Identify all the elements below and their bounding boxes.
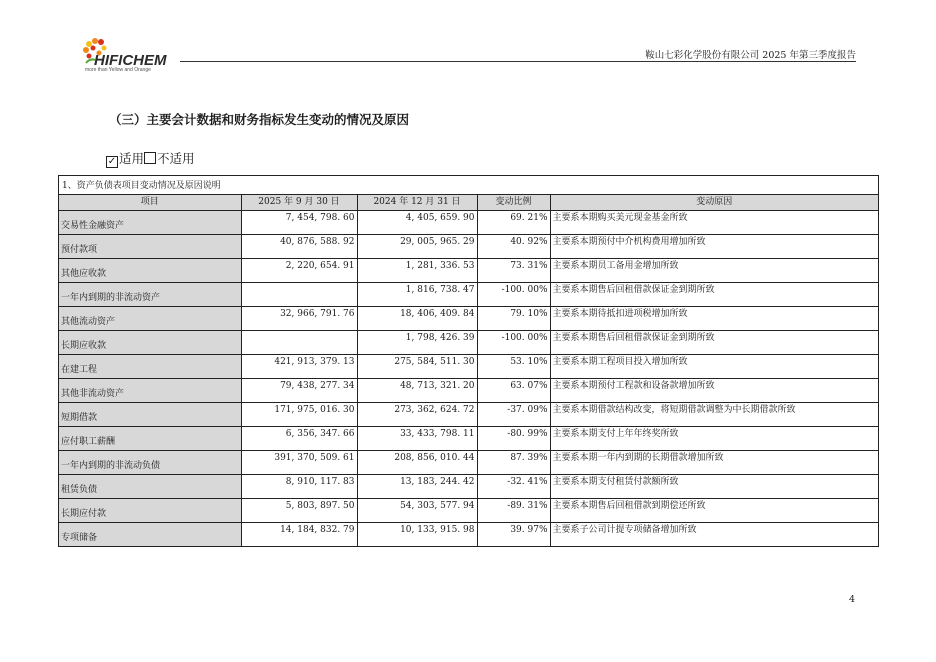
header-previous-date: 2024 年 12 月 31 日 — [357, 195, 477, 211]
row-previous-value: 275, 584, 511. 30 — [357, 355, 477, 379]
row-item: 其他非流动资产 — [59, 379, 241, 403]
header-rule — [180, 61, 856, 62]
header-change-ratio: 变动比例 — [477, 195, 550, 211]
row-change-reason: 主要系本期售后回租借款保证金到期所致 — [550, 283, 878, 307]
row-previous-value: 208, 856, 010. 44 — [357, 451, 477, 475]
row-change-ratio: 79. 10% — [477, 307, 550, 331]
row-previous-value: 1, 281, 336. 53 — [357, 259, 477, 283]
row-item: 应付职工薪酬 — [59, 427, 241, 451]
row-current-value: 14, 184, 832. 79 — [241, 523, 357, 547]
row-item: 短期借款 — [59, 403, 241, 427]
row-change-reason: 主要系本期购买美元现金基金所致 — [550, 211, 878, 235]
row-item: 预付款项 — [59, 235, 241, 259]
table-row — [59, 307, 878, 331]
row-previous-value: 33, 433, 798. 11 — [357, 427, 477, 451]
row-change-ratio: -80. 99% — [477, 427, 550, 451]
row-change-ratio: -100. 00% — [477, 331, 550, 355]
row-item: 专项储备 — [59, 523, 241, 547]
table-caption: 1、资产负债表项目变动情况及原因说明 — [59, 176, 878, 195]
balance-sheet-change-table — [58, 175, 879, 547]
section-title: （三）主要会计数据和财务指标发生变动的情况及原因 — [109, 112, 410, 127]
row-current-value: 2, 220, 654. 91 — [241, 259, 357, 283]
row-current-value: 32, 966, 791. 76 — [241, 307, 357, 331]
row-change-ratio: 69. 21% — [477, 211, 550, 235]
table-row — [59, 451, 878, 475]
table-row — [59, 283, 878, 307]
row-change-ratio: 39. 97% — [477, 523, 550, 547]
table-row — [59, 475, 878, 499]
change-table — [59, 195, 878, 546]
applicable-label: 适用 — [119, 151, 145, 166]
row-item: 长期应收款 — [59, 331, 241, 355]
table-row — [59, 523, 878, 547]
header-item: 项目 — [59, 195, 241, 211]
table-row — [59, 403, 878, 427]
row-change-reason: 主要系本期售后回租借款到期偿还所致 — [550, 499, 878, 523]
row-current-value: 391, 370, 509. 61 — [241, 451, 357, 475]
table-row — [59, 259, 878, 283]
checked-checkbox-icon: ✓ — [107, 156, 117, 167]
table-row — [59, 355, 878, 379]
row-change-reason: 主要系本期借款结构改变，将短期借款调整为中长期借款所致 — [550, 403, 878, 427]
row-change-ratio: 53. 10% — [477, 355, 550, 379]
row-current-value: 5, 803, 897. 50 — [241, 499, 357, 523]
row-current-value — [241, 283, 357, 307]
row-change-reason: 主要系本期支付上年年终奖所致 — [550, 427, 878, 451]
row-previous-value: 13, 183, 244. 42 — [357, 475, 477, 499]
row-previous-value: 48, 713, 321. 20 — [357, 379, 477, 403]
row-change-ratio: -37. 09% — [477, 403, 550, 427]
not-applicable-label: 不适用 — [157, 151, 195, 166]
table-header-row — [59, 195, 878, 211]
row-change-reason: 主要系本期预付中介机构费用增加所致 — [550, 235, 878, 259]
table-row — [59, 331, 878, 355]
row-item: 一年内到期的非流动资产 — [59, 283, 241, 307]
row-previous-value: 54, 303, 577. 94 — [357, 499, 477, 523]
row-change-ratio: 63. 07% — [477, 379, 550, 403]
header-current-date: 2025 年 9 月 30 日 — [241, 195, 357, 211]
row-current-value: 421, 913, 379. 13 — [241, 355, 357, 379]
page-number: 4 — [849, 594, 856, 605]
logo-graphic — [80, 36, 180, 76]
row-current-value: 171, 975, 016. 30 — [241, 403, 357, 427]
header-change-reason: 变动原因 — [550, 195, 878, 211]
unchecked-checkbox-icon — [144, 152, 156, 164]
row-current-value: 79, 438, 277. 34 — [241, 379, 357, 403]
row-item: 租赁负债 — [59, 475, 241, 499]
row-change-reason: 主要系子公司计提专项储备增加所致 — [550, 523, 878, 547]
table-row — [59, 379, 878, 403]
row-item: 交易性金融资产 — [59, 211, 241, 235]
table-row — [59, 235, 878, 259]
table-row — [59, 499, 878, 523]
svg-text:HIFICHEM: HIFICHEM — [94, 52, 167, 69]
row-current-value: 7, 454, 798. 60 — [241, 211, 357, 235]
row-item: 在建工程 — [59, 355, 241, 379]
row-item: 一年内到期的非流动负债 — [59, 451, 241, 475]
row-item: 其他应收款 — [59, 259, 241, 283]
row-previous-value: 10, 133, 915. 98 — [357, 523, 477, 547]
table-row — [59, 211, 878, 235]
row-previous-value: 29, 005, 965. 29 — [357, 235, 477, 259]
row-change-reason: 主要系本期一年内到期的长期借款增加所致 — [550, 451, 878, 475]
row-previous-value: 1, 798, 426. 39 — [357, 331, 477, 355]
row-change-ratio: 40. 92% — [477, 235, 550, 259]
row-item: 长期应付款 — [59, 499, 241, 523]
row-current-value: 6, 356, 347. 66 — [241, 427, 357, 451]
row-previous-value: 273, 362, 624. 72 — [357, 403, 477, 427]
row-change-reason: 主要系本期售后回租借款保证金到期所致 — [550, 331, 878, 355]
row-current-value — [241, 331, 357, 355]
header-company-report: 鞍山七彩化学股份有限公司 2025 年第三季度报告 — [645, 50, 856, 61]
row-change-ratio: 87. 39% — [477, 451, 550, 475]
applicability-options — [106, 149, 195, 168]
row-change-ratio: -100. 00% — [477, 283, 550, 307]
table-row — [59, 427, 878, 451]
row-current-value: 8, 910, 117. 83 — [241, 475, 357, 499]
row-change-reason: 主要系本期员工备用金增加所致 — [550, 259, 878, 283]
row-previous-value: 18, 406, 409. 84 — [357, 307, 477, 331]
row-change-ratio: 73. 31% — [477, 259, 550, 283]
row-item: 其他流动资产 — [59, 307, 241, 331]
row-previous-value: 4, 405, 659. 90 — [357, 211, 477, 235]
row-change-ratio: -89. 31% — [477, 499, 550, 523]
row-change-ratio: -32. 41% — [477, 475, 550, 499]
company-logo — [80, 36, 180, 76]
svg-text:more than Yellow and Orange: more than Yellow and Orange — [85, 67, 151, 73]
row-change-reason: 主要系本期工程项目投入增加所致 — [550, 355, 878, 379]
row-previous-value: 1, 816, 738. 47 — [357, 283, 477, 307]
row-change-reason: 主要系本期待抵扣进项税增加所致 — [550, 307, 878, 331]
row-current-value: 40, 876, 588. 92 — [241, 235, 357, 259]
row-change-reason: 主要系本期预付工程款和设备款增加所致 — [550, 379, 878, 403]
row-change-reason: 主要系本期支付租赁付款额所致 — [550, 475, 878, 499]
